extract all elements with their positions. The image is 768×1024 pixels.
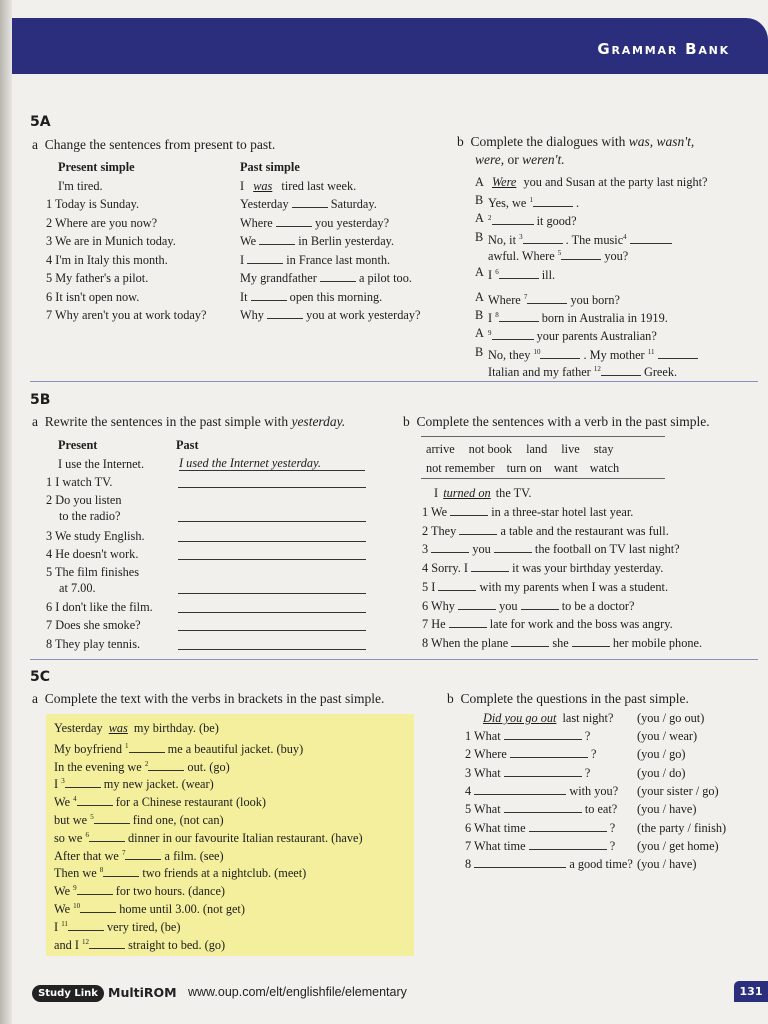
dialogue-line: Where $^7$ you born? bbox=[488, 293, 620, 308]
example-present: I use the Internet. bbox=[58, 457, 145, 471]
section-divider-5a bbox=[30, 381, 758, 382]
answer-line[interactable] bbox=[178, 521, 366, 522]
answer-blank[interactable] bbox=[80, 902, 116, 913]
example-present: I'm tired. bbox=[58, 179, 103, 193]
question-item: 2 Where ? bbox=[465, 747, 597, 762]
answer-blank[interactable] bbox=[601, 365, 641, 376]
answer-blank[interactable] bbox=[450, 505, 488, 516]
answer-blank[interactable] bbox=[77, 795, 113, 806]
example-5b-b: I turned on the TV. bbox=[434, 486, 532, 500]
answer-blank[interactable] bbox=[527, 293, 567, 304]
word-box-row-1 bbox=[426, 442, 614, 456]
answer-blank[interactable] bbox=[94, 813, 130, 824]
question-cue: (you / wear) bbox=[637, 729, 698, 743]
dialogue-line: awful. Where $^5$ you? bbox=[488, 249, 629, 264]
present-sentence: 7 Does she smoke? bbox=[46, 618, 141, 632]
present-sentence: 1 I watch TV. bbox=[46, 475, 113, 489]
dialogue-line: $^9$ your parents Australian? bbox=[488, 329, 657, 344]
answer-blank[interactable] bbox=[540, 348, 580, 359]
past-sentence: Where you yesterday? bbox=[240, 215, 390, 230]
past-sentence: We in Berlin yesterday. bbox=[240, 234, 395, 248]
answer-blank[interactable] bbox=[529, 839, 607, 850]
question-item: 5 What to eat? bbox=[465, 802, 618, 817]
dialogue-line: No, they $^{10}$ . My mother $^{11}$ bbox=[488, 345, 698, 362]
col-header-past: Past bbox=[176, 438, 199, 452]
answer-line[interactable] bbox=[178, 593, 366, 594]
past-sentence: Yesterday Saturday. bbox=[240, 197, 377, 211]
word-option: not remember bbox=[426, 461, 495, 475]
sentence-item: 1 We in a three-star hotel last year. bbox=[422, 505, 634, 519]
word-box-top-rule bbox=[421, 436, 665, 437]
story-line: We $^4$ for a Chinese restaurant (look) bbox=[54, 795, 266, 810]
answer-blank[interactable] bbox=[521, 599, 559, 610]
answer-line[interactable] bbox=[178, 649, 366, 650]
exercise-5b-a-instruction: a Rewrite the sentences in the past simple with yesterday. bbox=[32, 414, 346, 429]
question-cue: (you / have) bbox=[637, 802, 697, 817]
story-line: Yesterday was my birthday. (be) bbox=[54, 721, 219, 735]
exercise-5a-b-instruction-line2: were, or weren't. bbox=[475, 152, 565, 167]
answer-blank[interactable] bbox=[504, 729, 582, 740]
footer-url-link[interactable]: www.oup.com/elt/englishfile/elementary bbox=[188, 985, 407, 999]
answer-blank[interactable] bbox=[77, 884, 113, 895]
present-sentence: 1 Today is Sunday. bbox=[46, 197, 140, 211]
answer-blank[interactable] bbox=[438, 580, 476, 591]
present-sentence: 3 We are in Munich today. bbox=[46, 234, 176, 248]
past-sentence: It open this morning. bbox=[240, 289, 383, 304]
present-sentence: 6 I don't like the film. bbox=[46, 600, 153, 614]
answer-blank[interactable] bbox=[259, 234, 295, 245]
answer-blank[interactable] bbox=[630, 233, 672, 244]
dialogue-speaker: B bbox=[475, 345, 484, 359]
section-5b-title: 5B bbox=[30, 392, 51, 408]
example-5c-b: Did you go out last night? bbox=[483, 711, 614, 725]
section-divider-5b bbox=[30, 659, 758, 660]
story-line: We $^9$ for two hours. (dance) bbox=[54, 884, 226, 899]
past-sentence: Why you at work yesterday? bbox=[240, 308, 421, 322]
word-option: not book bbox=[468, 442, 513, 456]
answer-blank[interactable] bbox=[251, 290, 287, 301]
section-5a-title: 5A bbox=[30, 114, 51, 130]
present-sentence: 3 We study English. bbox=[46, 529, 145, 543]
answer-blank[interactable] bbox=[292, 197, 328, 208]
story-line: I $^{11}$ very tired, (be) bbox=[54, 919, 181, 934]
answer-blank[interactable] bbox=[459, 524, 497, 535]
question-cue: (the party / finish) bbox=[637, 820, 727, 835]
word-option: arrive bbox=[426, 442, 455, 456]
answer-blank[interactable] bbox=[129, 742, 165, 753]
page-number: 131 bbox=[734, 981, 768, 1002]
answer-blank[interactable] bbox=[511, 636, 549, 647]
word-box-bottom-rule bbox=[421, 478, 665, 479]
studylink-badge: Study Link bbox=[32, 985, 104, 1002]
sentence-item: 3 you the football on TV last night? bbox=[422, 542, 680, 557]
dialogue-line: Yes, we $^1$ . bbox=[488, 196, 580, 211]
col-header-present-simple: Present simple bbox=[58, 160, 135, 174]
dialogue-speaker: A bbox=[475, 326, 484, 340]
present-sentence: 5 The film finishes bbox=[46, 565, 140, 579]
question-item: 6 What time ? bbox=[465, 820, 616, 835]
dialogue-speaker: A bbox=[475, 175, 484, 189]
sentence-item: 7 He late for work and the boss was angry. bbox=[422, 617, 673, 632]
sentence-item: 2 They a table and the restaurant was full. bbox=[422, 523, 669, 538]
exercise-5b-b-instruction: b Complete the sentences with a verb in the past simple. bbox=[403, 414, 710, 429]
answer-blank[interactable] bbox=[471, 561, 509, 572]
answer-blank[interactable] bbox=[561, 249, 601, 260]
col-header-present: Present bbox=[58, 438, 98, 452]
word-option: watch bbox=[589, 461, 620, 475]
story-line: so we $^6$ dinner in our favourite Italian restaurant. (have) bbox=[54, 830, 363, 845]
answer-line[interactable] bbox=[178, 559, 366, 560]
question-cue: (you / go) bbox=[637, 747, 686, 762]
dialogue-speaker: A bbox=[475, 265, 484, 279]
story-line: We $^{10}$ home until 3.00. (not get) bbox=[54, 902, 245, 917]
story-line: My boyfriend $^1$ me a beautiful jacket. (buy) bbox=[54, 741, 304, 756]
answer-blank[interactable] bbox=[492, 329, 534, 340]
word-option: turn on bbox=[506, 461, 542, 475]
answer-blank[interactable] bbox=[658, 348, 698, 359]
answer-blank[interactable] bbox=[499, 311, 539, 322]
dialogue-line: Italian and my father $^{12}$ Greek. bbox=[488, 365, 678, 380]
dialogue-speaker: A bbox=[475, 211, 484, 225]
answer-blank[interactable] bbox=[65, 777, 101, 788]
answer-blank[interactable] bbox=[267, 308, 303, 319]
question-cue: (you / do) bbox=[637, 765, 686, 780]
present-sentence: 8 They play tennis. bbox=[46, 637, 141, 651]
question-item: 4 with you? bbox=[465, 783, 619, 798]
page-edge bbox=[0, 0, 12, 1024]
answer-blank[interactable] bbox=[494, 542, 532, 553]
answer-blank[interactable] bbox=[504, 802, 582, 813]
header-banner bbox=[12, 18, 768, 74]
dialogue-line: $^2$ it good? bbox=[488, 214, 577, 229]
dialogue-line: Were you and Susan at the party last night? bbox=[492, 175, 708, 189]
exercise-5a-a-instruction: a Change the sentences from present to past. bbox=[32, 137, 276, 152]
answer-blank[interactable] bbox=[499, 268, 539, 279]
answer-blank[interactable] bbox=[89, 938, 125, 949]
answer-blank[interactable] bbox=[474, 784, 566, 795]
answer-blank[interactable] bbox=[474, 857, 566, 868]
answer-line[interactable] bbox=[178, 630, 366, 631]
dialogue-line: I $^6$ ill. bbox=[488, 268, 556, 283]
answer-blank[interactable] bbox=[320, 271, 356, 282]
present-sentence: 4 I'm in Italy this month. bbox=[46, 252, 168, 267]
answer-line[interactable] bbox=[178, 487, 366, 488]
answer-blank[interactable] bbox=[148, 760, 184, 771]
past-sentence: I in France last month. bbox=[240, 252, 391, 267]
answer-blank[interactable] bbox=[510, 747, 588, 758]
header-title: Grammar Bank bbox=[597, 40, 730, 58]
dialogue-speaker: B bbox=[475, 193, 484, 207]
word-option: want bbox=[553, 461, 578, 475]
exercise-5c-b-instruction: b Complete the questions in the past simple. bbox=[447, 691, 689, 706]
story-line: I $^3$ my new jacket. (wear) bbox=[54, 777, 214, 792]
answer-blank[interactable] bbox=[247, 253, 283, 264]
present-sentence: 4 He doesn't work. bbox=[46, 547, 139, 561]
answer-blank[interactable] bbox=[449, 617, 487, 628]
word-option: live bbox=[561, 442, 580, 456]
sentence-item: 4 Sorry. I it was your birthday yesterday. bbox=[422, 561, 664, 576]
story-line: Then we $^8$ two friends at a nightclub. (meet) bbox=[54, 866, 307, 881]
answer-blank[interactable] bbox=[572, 636, 610, 647]
dialogue-speaker: B bbox=[475, 308, 484, 322]
story-line: In the evening we $^2$ out. (go) bbox=[54, 759, 230, 774]
example-past: I was tired last week. bbox=[240, 179, 357, 193]
story-line: and I $^{12}$ straight to bed. (go) bbox=[54, 937, 226, 952]
dialogue-speaker: B bbox=[475, 230, 484, 244]
answer-blank[interactable] bbox=[68, 920, 104, 931]
past-sentence: My grandfather a pilot too. bbox=[240, 271, 412, 285]
story-line: After that we $^7$ a film. (see) bbox=[54, 848, 224, 863]
sentence-item: 8 When the plane she her mobile phone. bbox=[422, 635, 703, 650]
word-box-row-2 bbox=[426, 461, 619, 475]
sentence-item: 6 Why you to be a doctor? bbox=[422, 598, 635, 613]
question-item: 7 What time ? bbox=[465, 838, 616, 853]
exercise-5a-b-instruction: b Complete the dialogues with was, wasn't, bbox=[457, 134, 695, 149]
word-option: stay bbox=[593, 442, 614, 456]
present-sentence: 2 Do you listen bbox=[46, 493, 122, 507]
sentence-item: 5 I with my parents when I was a student. bbox=[422, 579, 669, 594]
present-sentence-cont: at 7.00. bbox=[59, 581, 96, 595]
answer-blank[interactable] bbox=[276, 216, 312, 227]
answer-blank[interactable] bbox=[89, 831, 125, 842]
word-option: land bbox=[526, 442, 548, 456]
answer-blank[interactable] bbox=[103, 866, 139, 877]
question-cue: (you / have) bbox=[637, 857, 697, 872]
question-item: 3 What ? bbox=[465, 765, 591, 780]
exercise-5c-a-instruction: a Complete the text with the verbs in brackets in the past simple. bbox=[32, 691, 385, 706]
answer-line[interactable] bbox=[178, 612, 366, 613]
answer-line[interactable] bbox=[178, 541, 366, 542]
example-5c-b-cue: (you / go out) bbox=[637, 711, 705, 725]
answer-blank[interactable] bbox=[523, 233, 563, 244]
present-sentence: 6 It isn't open now. bbox=[46, 289, 140, 304]
answer-blank[interactable] bbox=[458, 599, 496, 610]
section-5c-title: 5C bbox=[30, 669, 51, 685]
example-past-answer: I used the Internet yesterday. bbox=[179, 456, 365, 471]
present-sentence-cont: to the radio? bbox=[59, 509, 121, 523]
question-item: 8 a good time? bbox=[465, 857, 633, 872]
answer-blank[interactable] bbox=[529, 821, 607, 832]
question-item: 1 What ? bbox=[465, 729, 591, 743]
dialogue-speaker: A bbox=[475, 290, 484, 304]
present-sentence: 2 Where are you now? bbox=[46, 215, 158, 230]
multirom-label: MultiROM bbox=[108, 985, 177, 1000]
dialogue-line: I $^8$ born in Australia in 1919. bbox=[488, 311, 668, 326]
question-cue: (your sister / go) bbox=[637, 783, 719, 798]
answer-blank[interactable] bbox=[504, 766, 582, 777]
answer-blank[interactable] bbox=[533, 196, 573, 207]
col-header-past-simple: Past simple bbox=[240, 160, 300, 174]
answer-blank[interactable] bbox=[431, 542, 469, 553]
dialogue-line: No, it $^3$ . The music$^4$ bbox=[488, 230, 672, 247]
story-line: but we $^5$ find one, (not can) bbox=[54, 813, 224, 828]
present-sentence: 5 My father's a pilot. bbox=[46, 271, 149, 285]
answer-blank[interactable] bbox=[492, 214, 534, 225]
present-sentence: 7 Why aren't you at work today? bbox=[46, 308, 207, 322]
answer-blank[interactable] bbox=[125, 849, 161, 860]
question-cue: (you / get home) bbox=[637, 838, 719, 853]
